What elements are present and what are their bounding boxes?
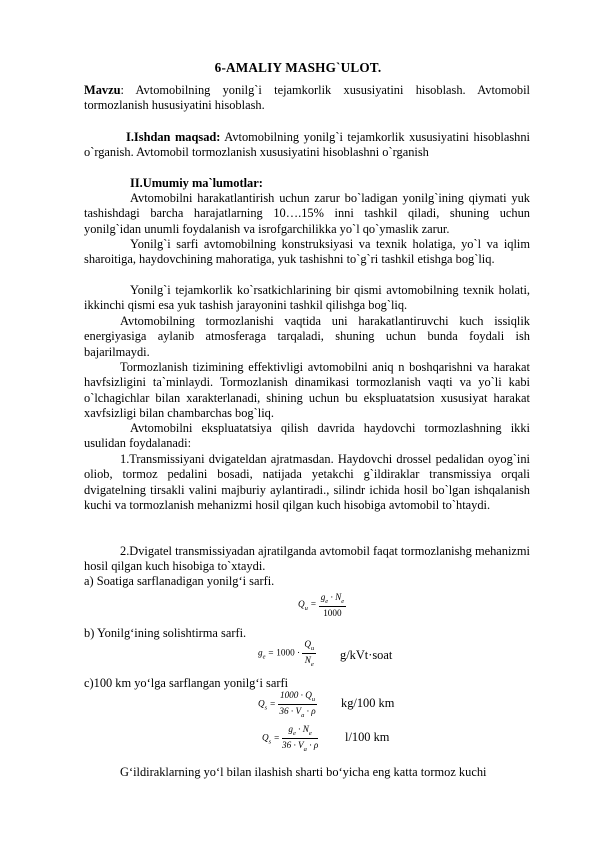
paragraph-6: Avtomobilni ekspluatatsiya qilish davrida haydovchi tormozlashning ikki usulidan foydalanadi: xyxy=(84,421,530,451)
formula-consumption-per-100km-kg: $Q_s$ = $\frac{1000 \cdot Q_u}{36 \cdot V_a \cdot \rho}$ xyxy=(258,690,316,719)
goal-label: I.Ishdan maqsad: xyxy=(126,130,221,144)
formula-c1-unit: kg/100 km xyxy=(341,696,395,710)
formula-consumption-per-100km-l: $Q_s$ = $\frac{g_e \cdot N_e}{36 \cdot V_a \cdot \rho}$ xyxy=(262,724,319,753)
paragraph-7: 1.Transmissiyani dvigateldan ajratmasdan. Haydovchi drossel pedalidan oyog`ini oliob, tormoz pedalini bosadi, natijada yetakchi g`ildiraklar transmissiya orqali dvigatelning tirsakli valini majburiy aylantiradi., silindr ichida hosil bo`lgan ishqalanish kuchi va tormozlanish mehanizmi hosil qilgan kuch hisobiga avtomobil to`htaydi. xyxy=(84,452,530,512)
general-info-heading: II.Umumiy ma`lumotlar: xyxy=(130,176,263,190)
topic-text: : Avtomobilning yonilg`i tejamkorlik xususiyatini hisoblash. Avtomobil tormozlanish hususiyatini hisoblash. xyxy=(84,83,530,113)
paragraph-8: 2.Dvigatel transmissiyadan ajratilganda avtomobil faqat tormozlanishg mehanizmi hosil qilgan kuch hisobiga to`xtaydi. xyxy=(84,544,530,574)
goal-paragraph xyxy=(84,130,530,161)
formula-hourly-consumption: $Q_u$ = $\frac{g_e \cdot N_e}{1000}$ xyxy=(298,592,345,618)
paragraph-1: Avtomobilni harakatlantirish uchun zarur bo`ladigan yonilg`ining qiymati yuk tashishdagi barcha harajatlarning 10….15% inni tashkil qiladi, shuning uchun yonilg`idan unumli foydalanish va isrofgarchilikka yo`l qo`ymaslik zarur. xyxy=(84,191,530,236)
last-line-text: G‘ildiraklarning yo‘l bilan ilashish sharti bo‘yicha eng katta tormoz kuchi xyxy=(120,765,487,779)
item-b-text: b) Yonilg‘ining solishtirma sarfi. xyxy=(84,626,247,640)
topic-label: Mavzu xyxy=(84,83,121,97)
paragraph-3: Yonilg`i tejamkorlik ko`rsatkichlarining bir qismi avtomobilning texnik holati, ikkinchi qismi esa yuk tashish jarayonini tashkil qilishga bog`liq. xyxy=(84,283,530,313)
topic-paragraph xyxy=(84,83,530,114)
paragraph-5: Tormozlanish tizimining effektivligi avtomobilni aniq n boshqarishni va harakat havfsizligini ta`minlaydi. Tormozlanish dinamikasi tormozlanish vaqti va yo`li kabi o`lchagichlar bilan xarakterlanadi, shining uchun bu ekspluatatsion xususiyat harakat xavfsizligi bilan chambarchas bog`liq. xyxy=(84,360,530,420)
goal-text: Avtomobilning yonilg`i tejamkorlik xususiyatini hisoblashni o`rganish. Avtomobil tormozlanish xususiyatini hisoblashni o`rganish xyxy=(84,130,530,160)
paragraph-4: Avtomobilning tormozlanishi vaqtida uni harakatlantiruvchi kuch issiqlik energiyasiga aylanib atmosferaga tarqaladi, shuning uchun bunda foydali ish bajarilmaydi. xyxy=(84,314,530,359)
page-title: 6-AMALIY MASHG`ULOT. xyxy=(214,60,382,75)
formula-b-unit: g/kVt·soat xyxy=(340,648,393,662)
item-c-text: c)100 km yo‘lga sarflangan yonilg‘i sarfi xyxy=(84,676,289,690)
paragraph-2: Yonilg`i sarfi avtomobilning konstruksiyasi va texnik holatiga, yo`l va iqlim sharoitiga, haydovchining mahoratiga, yuk tashishni to`g`ri tashkil etishga bog`liq. xyxy=(84,237,530,267)
formula-specific-consumption: $g_e = 1000$ · $\frac{Q_u}{N_e}$ xyxy=(258,639,315,668)
formula-c2-unit: l/100 km xyxy=(345,730,390,744)
item-a-text: a) Soatiga sarflanadigan yonilg‘i sarfi. xyxy=(84,574,275,588)
